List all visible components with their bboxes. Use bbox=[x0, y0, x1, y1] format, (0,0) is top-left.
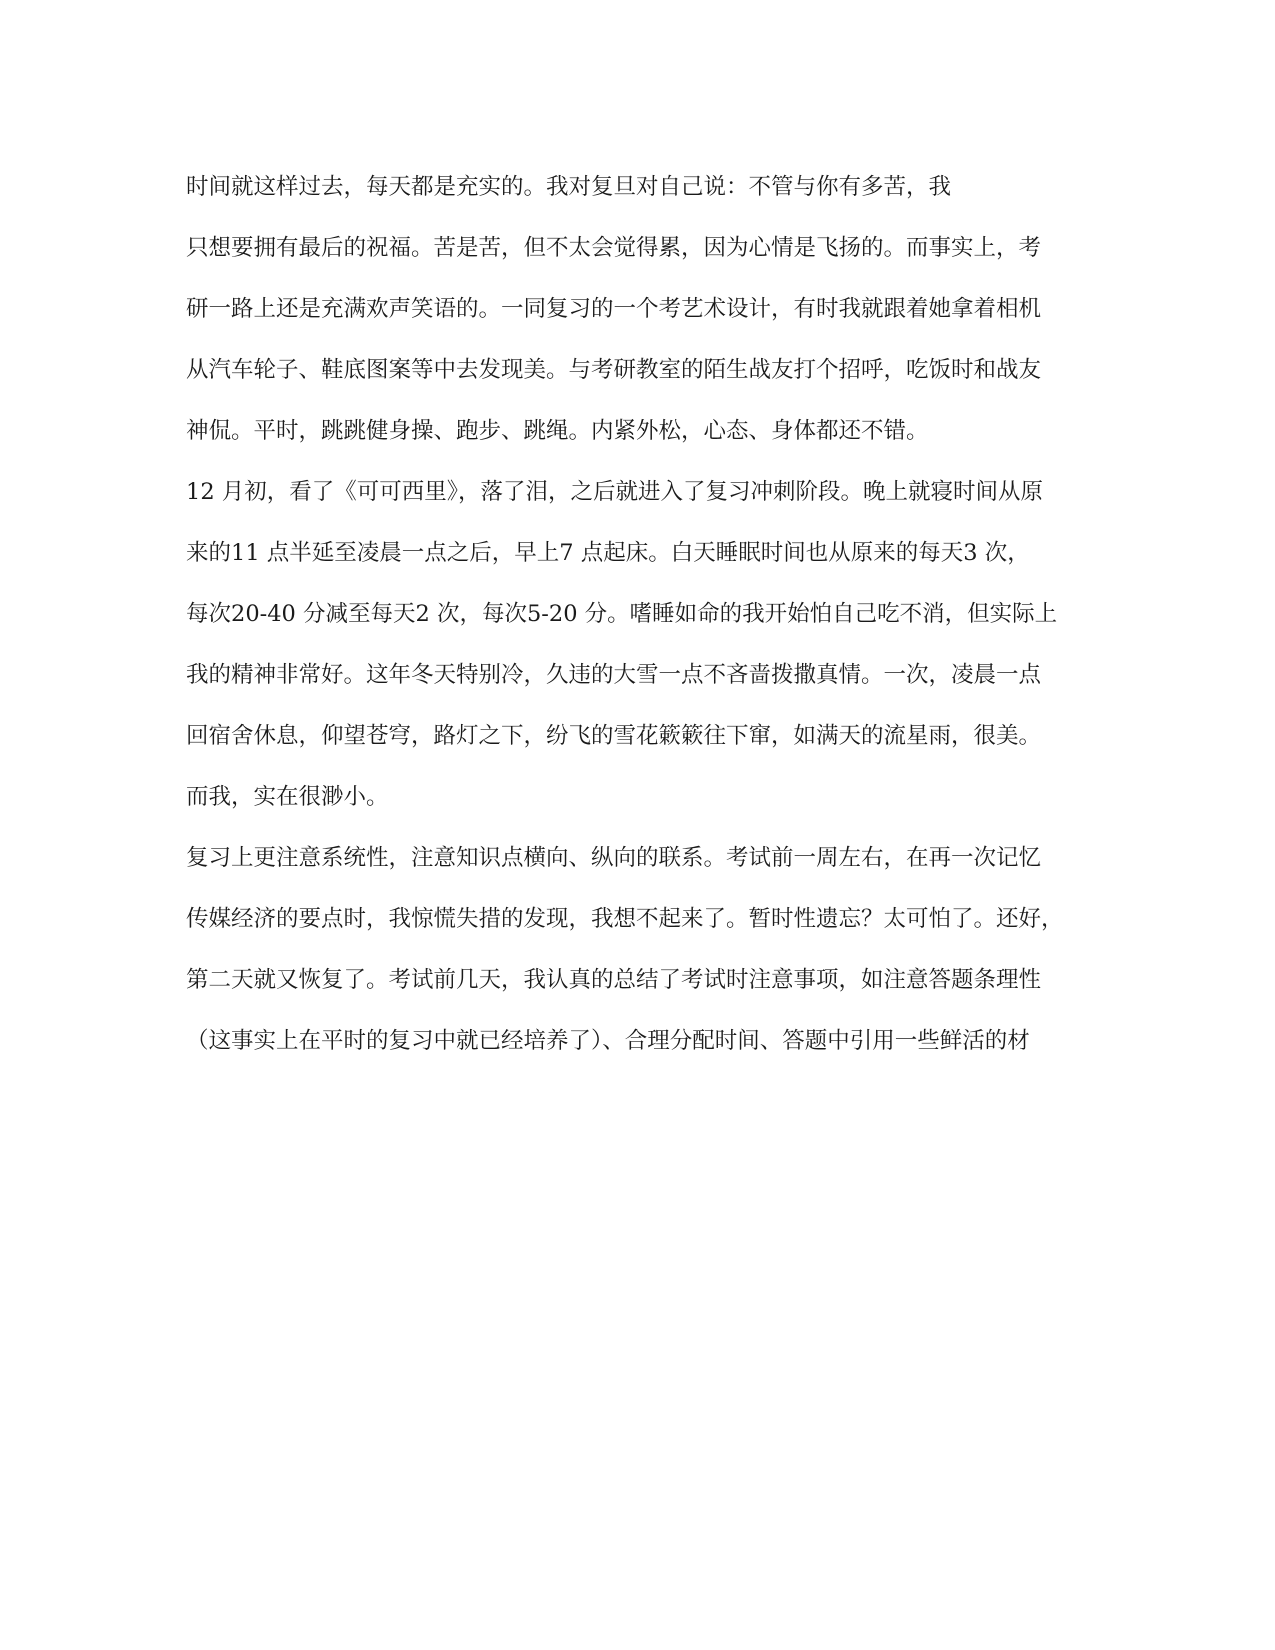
paragraph: （这事实上在平时的复习中就已经培养了）、合理分配时间、答题中引用一些鲜活的材 bbox=[186, 1028, 1030, 1054]
paragraph: 回宿舍休息，仰望苍穹，路灯之下，纷飞的雪花簌簌往下窜，如满天的流星雨，很美。 bbox=[186, 723, 1042, 749]
paragraph: 而我，实在很渺小。 bbox=[186, 784, 389, 810]
paragraph: 时间就这样过去，每天都是充实的。我对复旦对自己说：不管与你有多苦，我 bbox=[186, 174, 952, 200]
paragraph: 神侃。平时，跳跳健身操、跑步、跳绳。内紧外松，心态、身体都还不错。 bbox=[186, 418, 929, 444]
paragraph: 复习上更注意系统性，注意知识点横向、纵向的联系。考试前一周左右，在再一次记忆 bbox=[186, 845, 1042, 871]
paragraph: 传媒经济的要点时，我惊慌失措的发现，我想不起来了。暂时性遗忘？太可怕了。还好， bbox=[186, 906, 1064, 932]
paragraph: 我的精神非常好。这年冬天特别冷，久违的大雪一点不吝啬拨撒真情。一次，凌晨一点 bbox=[186, 662, 1042, 688]
paragraph: 只想要拥有最后的祝福。苦是苦，但不太会觉得累，因为心情是飞扬的。而事实上，考 bbox=[186, 235, 1042, 261]
paragraph: 第二天就又恢复了。考试前几天，我认真的总结了考试时注意事项，如注意答题条理性 bbox=[186, 967, 1042, 993]
paragraph: 从汽车轮子、鞋底图案等中去发现美。与考研教室的陌生战友打个招呼，吃饭时和战友 bbox=[186, 357, 1042, 383]
paragraph: 来的11 点半延至凌晨一点之后，早上7 点起床。白天睡眠时间也从原来的每天3 次， bbox=[186, 540, 1030, 566]
paragraph: 每次20-40 分减至每天2 次，每次5-20 分。嗜睡如命的我开始怕自己吃不消，但实际上 bbox=[186, 601, 1058, 627]
paragraph: 研一路上还是充满欢声笑语的。一同复习的一个考艺术设计，有时我就跟着她拿着相机 bbox=[186, 296, 1042, 322]
document-body bbox=[186, 170, 1086, 1085]
paragraph: 12 月初，看了《可可西里》，落了泪，之后就进入了复习冲刺阶段。晚上就寝时间从原 bbox=[186, 479, 1044, 505]
